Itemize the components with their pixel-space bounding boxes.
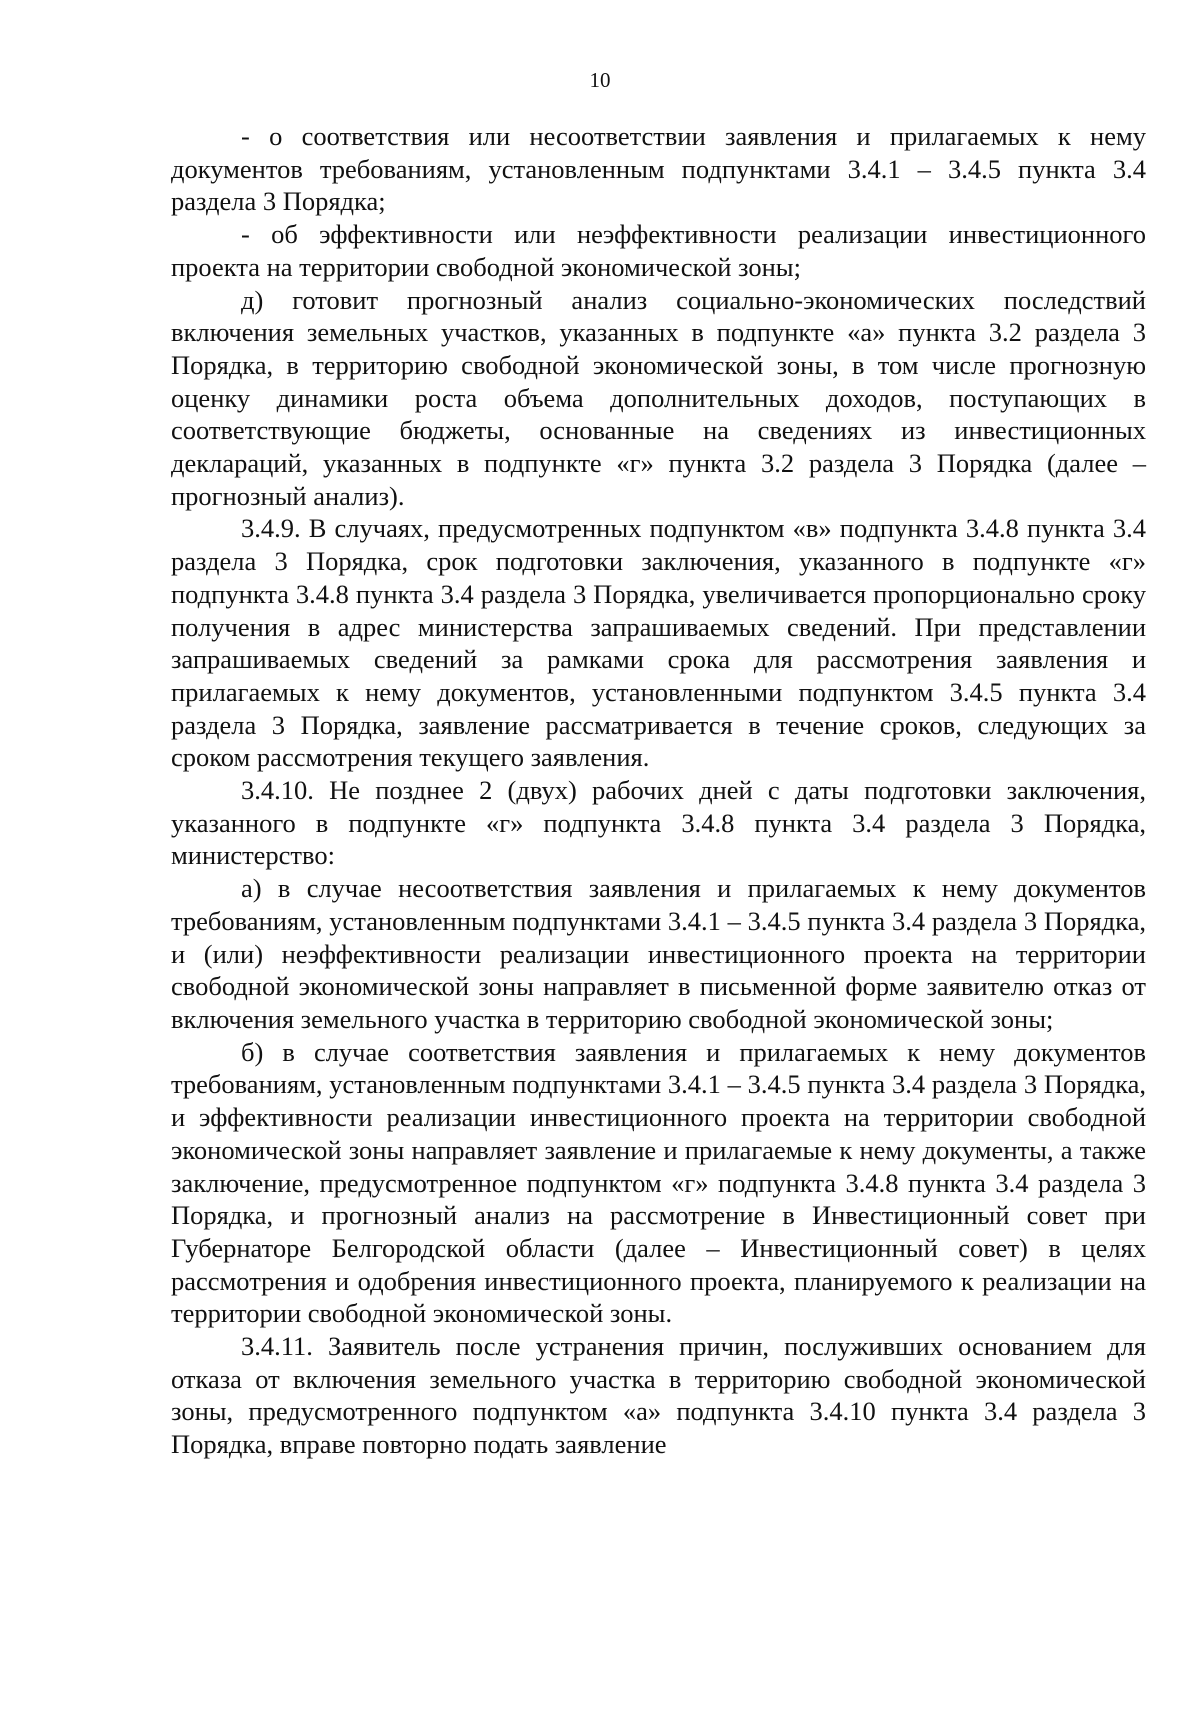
paragraph-efficiency: - об эффективности или неэффективности реализации инвестиционного проекта на территории свободной экономической зоны; (171, 219, 1146, 282)
paragraph-3-4-10: 3.4.10. Не позднее 2 (двух) рабочих дней с даты подготовки заключения, указанного в подпункте «г» подпункта 3.4.8 пункта 3.4 раздела 3 Порядка, министерство: (171, 775, 1146, 871)
paragraph-forecast-analysis: д) готовит прогнозный анализ социально-экономических последствий включения земельных участков, указанных в подпункте «а» пункта 3.2 раздела 3 Порядка, в территорию свободной экономической зоны, в том числе прогнозную оценку динамики роста объема дополнительных доходов, поступающих в соответствующие бюджеты, основанные на сведениях из инвестиционных деклараций, указанных в подпункте «г» пункта 3.2 раздела 3 Порядка (далее – прогнозный анализ). (171, 284, 1146, 511)
paragraph-3-4-11: 3.4.11. Заявитель после устранения причин, послуживших основанием для отказа от включения земельного участка в территорию свободной экономической зоны, предусмотренного подпунктом «а» подпункта 3.4.10 пункта 3.4 раздела 3 Порядка, вправе повторно подать заявление (171, 1331, 1146, 1460)
paragraph-3-4-9: 3.4.9. В случаях, предусмотренных подпунктом «в» подпункта 3.4.8 пункта 3.4 раздела 3 Порядка, срок подготовки заключения, указанного в подпункте «г» подпункта 3.4.8 пункта 3.4 раздела 3 Порядка, увеличивается пропорционально сроку получения в адрес министерства запрашиваемых сведений. При представлении запрашиваемых сведений за рамками срока для рассмотрения заявления и прилагаемых к нему документов, установленными подпунктом 3.4.5 пункта 3.4 раздела 3 Порядка, заявление рассматривается в течение сроков, следующих за сроком рассмотрения текущего заявления. (171, 513, 1146, 773)
page-number: 10 (589, 68, 611, 92)
paragraph-3-4-10-a: а) в случае несоответствия заявления и прилагаемых к нему документов требованиям, установленным подпунктами 3.4.1 – 3.4.5 пункта 3.4 раздела 3 Порядка, и (или) неэффективности реализации инвестиционного проекта на территории свободной экономической зоны направляет в письменной форме заявителю отказ от включения земельного участка в территорию свободной экономической зоны; (171, 873, 1146, 1034)
paragraph-3-4-10-b: б) в случае соответствия заявления и прилагаемых к нему документов требованиям, установленным подпунктами 3.4.1 – 3.4.5 пункта 3.4 раздела 3 Порядка, и эффективности реализации инвестиционного проекта на территории свободной экономической зоны направляет заявление и прилагаемые к нему документы, а также заключение, предусмотренное подпунктом «г» подпункта 3.4.8 пункта 3.4 раздела 3 Порядка, и прогнозный анализ на рассмотрение в Инвестиционный совет при Губернаторе Белгородской области (далее – Инвестиционный совет) в целях рассмотрения и одобрения инвестиционного проекта, планируемого к реализации на территории свободной экономической зоны. (171, 1036, 1146, 1329)
paragraph-compliance: - о соответствия или несоответствии заявления и прилагаемых к нему документов требованиям, установленным подпунктами 3.4.1 – 3.4.5 пункта 3.4 раздела 3 Порядка; (171, 121, 1146, 217)
document-body (171, 120, 1146, 1461)
